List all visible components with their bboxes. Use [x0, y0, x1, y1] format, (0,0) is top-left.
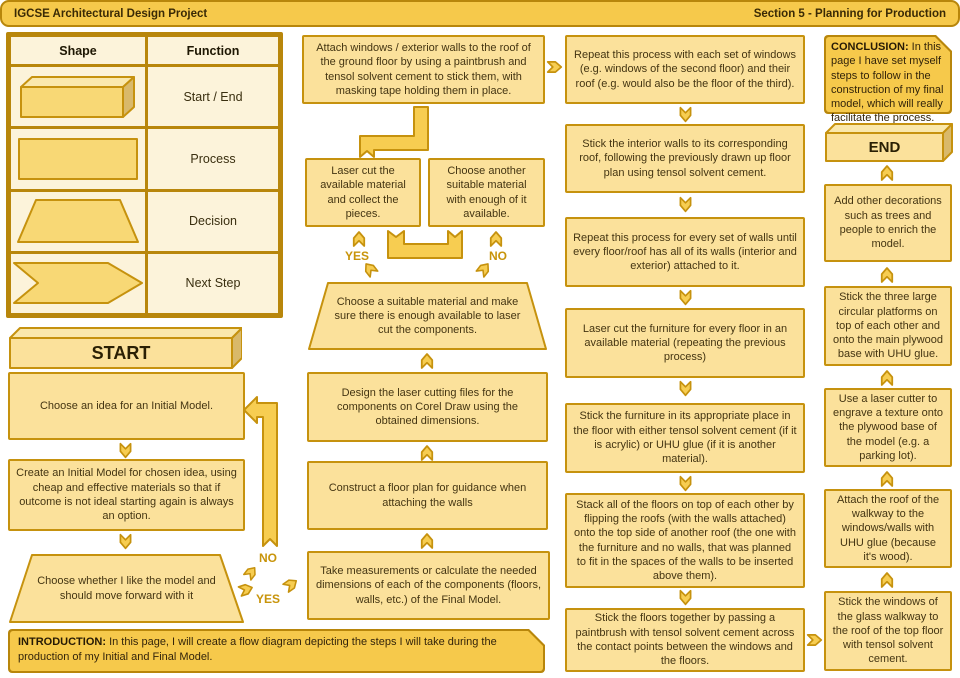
chevron-arrow-icon — [12, 261, 144, 305]
start-end-3d-box-icon — [19, 75, 137, 119]
step-stack-floors: Stack all of the floors on top of each other by flipping the roofs (with the walls attached) onto the top side of another roof (the one with the furniture and no walls, that was planned to fit in the spaces of the walls to be inserted above them). — [565, 493, 805, 588]
arrow-down-icon — [118, 442, 133, 459]
elbow-connector — [356, 105, 432, 160]
header-bar — [0, 0, 960, 27]
conclusion-panel — [824, 35, 952, 125]
rectangle-icon — [17, 137, 139, 181]
step-platforms: Stick the three large circular platforms on top of each other and onto the main plywood base with UHU glue. — [824, 286, 952, 366]
legend-label: Decision — [148, 192, 278, 251]
trapezoid-icon — [16, 198, 140, 244]
decision-material-text: Choose a suitable material and make sure there is enough available to laser cut the components. — [334, 295, 521, 337]
no-label: NO — [259, 551, 277, 565]
arrow-up-icon — [420, 532, 434, 550]
no-label: NO — [489, 249, 507, 263]
legend-label: Next Step — [148, 254, 278, 313]
start-node — [8, 325, 242, 370]
decision-like-model — [8, 553, 245, 624]
arrow-up-icon — [880, 164, 894, 182]
legend-label: Process — [148, 129, 278, 188]
conclusion-text: CONCLUSION: In this page I have set myself steps to follow in the construction of my final model, which will really facilitate the process. — [831, 41, 944, 125]
step-glass-walkway: Stick the windows of the glass walkway to the roof of the top floor with tensol solvent cement. — [824, 591, 952, 671]
arrow-up-icon — [489, 230, 503, 248]
step-laser-cut: Laser cut the available material and collect the pieces. — [305, 158, 421, 227]
introduction-title: INTRODUCTION: — [18, 636, 106, 648]
step-measurements: Take measurements or calculate the needed dimensions of each of the components (floors, walls, etc.) of the Final Model. — [307, 551, 550, 620]
step-floor-plan: Construct a floor plan for guidance when attaching the walls — [307, 461, 548, 530]
legend-label: Start / End — [148, 67, 278, 126]
introduction-panel — [8, 629, 545, 673]
step-design-files: Design the laser cutting files for the components on Corel Draw using the obtained dimensions. — [307, 372, 548, 442]
step-interior-walls: Stick the interior walls to its corresponding roof, following the previously drawn up floor plan using tensol solvent cement. — [565, 124, 805, 193]
legend-shape-cell — [11, 192, 145, 251]
arrow-up-icon — [880, 470, 894, 488]
step-decorations: Add other decorations such as trees and people to enrich the model. — [824, 184, 952, 262]
arrow-down-icon — [118, 533, 133, 550]
legend-table — [6, 32, 283, 318]
step-create-initial: Create an Initial Model for chosen idea, using cheap and effective materials so that if outcome is not ideal starting again is always an option. — [8, 459, 245, 531]
step-stick-floors: Stick the floors together by passing a paintbrush with tensol solvent cement across the contact points between the windows and the floors. — [565, 608, 805, 672]
yes-label: YES — [344, 249, 369, 263]
legend-shape-cell — [11, 129, 145, 188]
decision-material — [307, 281, 548, 351]
legend-shape-cell — [11, 67, 145, 126]
arrow-down-icon — [678, 589, 693, 606]
introduction-text: INTRODUCTION: In this page, I will create a flow diagram depicting the steps I will take during the production of my Initial and Final Model. — [18, 636, 497, 663]
arrow-down-icon — [678, 289, 693, 306]
u-loop-connector — [386, 229, 464, 260]
arrow-up-icon — [420, 352, 434, 370]
legend-shape-cell — [11, 254, 145, 313]
start-label: START — [91, 342, 151, 363]
step-choose-another: Choose another suitable material with enough of it available. — [428, 158, 545, 227]
step-engrave: Use a laser cutter to engrave a texture onto the plywood base of the model (e.g. a parking lot). — [824, 388, 952, 467]
step-choose-idea: Choose an idea for an Initial Model. — [8, 372, 245, 440]
page-title: IGCSE Architectural Design Project — [14, 7, 208, 20]
arrow-down-icon — [678, 380, 693, 397]
arrow-up-icon — [420, 444, 434, 462]
arrow-up-icon — [880, 571, 894, 589]
legend-header-function: Function — [148, 37, 278, 64]
step-laser-furniture: Laser cut the furniture for every floor in an available material (repeating the previous process) — [565, 308, 805, 378]
legend-header-shape: Shape — [11, 37, 145, 64]
arrow-up-icon — [880, 369, 894, 387]
arrow-up-icon — [352, 230, 366, 248]
step-repeat-walls: Repeat this process for every set of walls until every floor/roof has all of its walls (interior and exterior) attached to it. — [565, 217, 805, 287]
decision-like-model-text: Choose whether I like the model and should move forward with it — [37, 575, 216, 602]
arrow-down-icon — [678, 196, 693, 213]
step-walkway-roof: Attach the roof of the walkway to the windows/walls with UHU glue (because it's wood). — [824, 489, 952, 568]
step-repeat-windows: Repeat this process with each set of windows (e.g. windows of the second floor) and their roof (e.g. would also be the floor of the third). — [565, 35, 805, 104]
section-title: Section 5 - Planning for Production — [753, 7, 946, 20]
arrow-down-icon — [678, 106, 693, 123]
conclusion-title: CONCLUSION: — [831, 41, 909, 53]
step-attach-windows: Attach windows / exterior walls to the roof of the ground floor by using a paintbrush and tensol solvent cement to stick them, with masking tape holding them in place. — [302, 35, 545, 104]
end-label: END — [868, 138, 901, 156]
arrow-right-icon — [546, 59, 563, 75]
arrow-up-icon — [880, 266, 894, 284]
step-stick-furniture: Stick the furniture in its appropriate place in the floor with either tensol solvent cement (if it is acrylic) or UHU glue (if it is another material). — [565, 403, 805, 473]
arrow-right-icon — [806, 632, 823, 648]
yes-label: YES — [255, 592, 280, 606]
end-node — [824, 121, 954, 163]
arrow-down-icon — [678, 475, 693, 492]
no-loop-connector — [238, 394, 282, 552]
